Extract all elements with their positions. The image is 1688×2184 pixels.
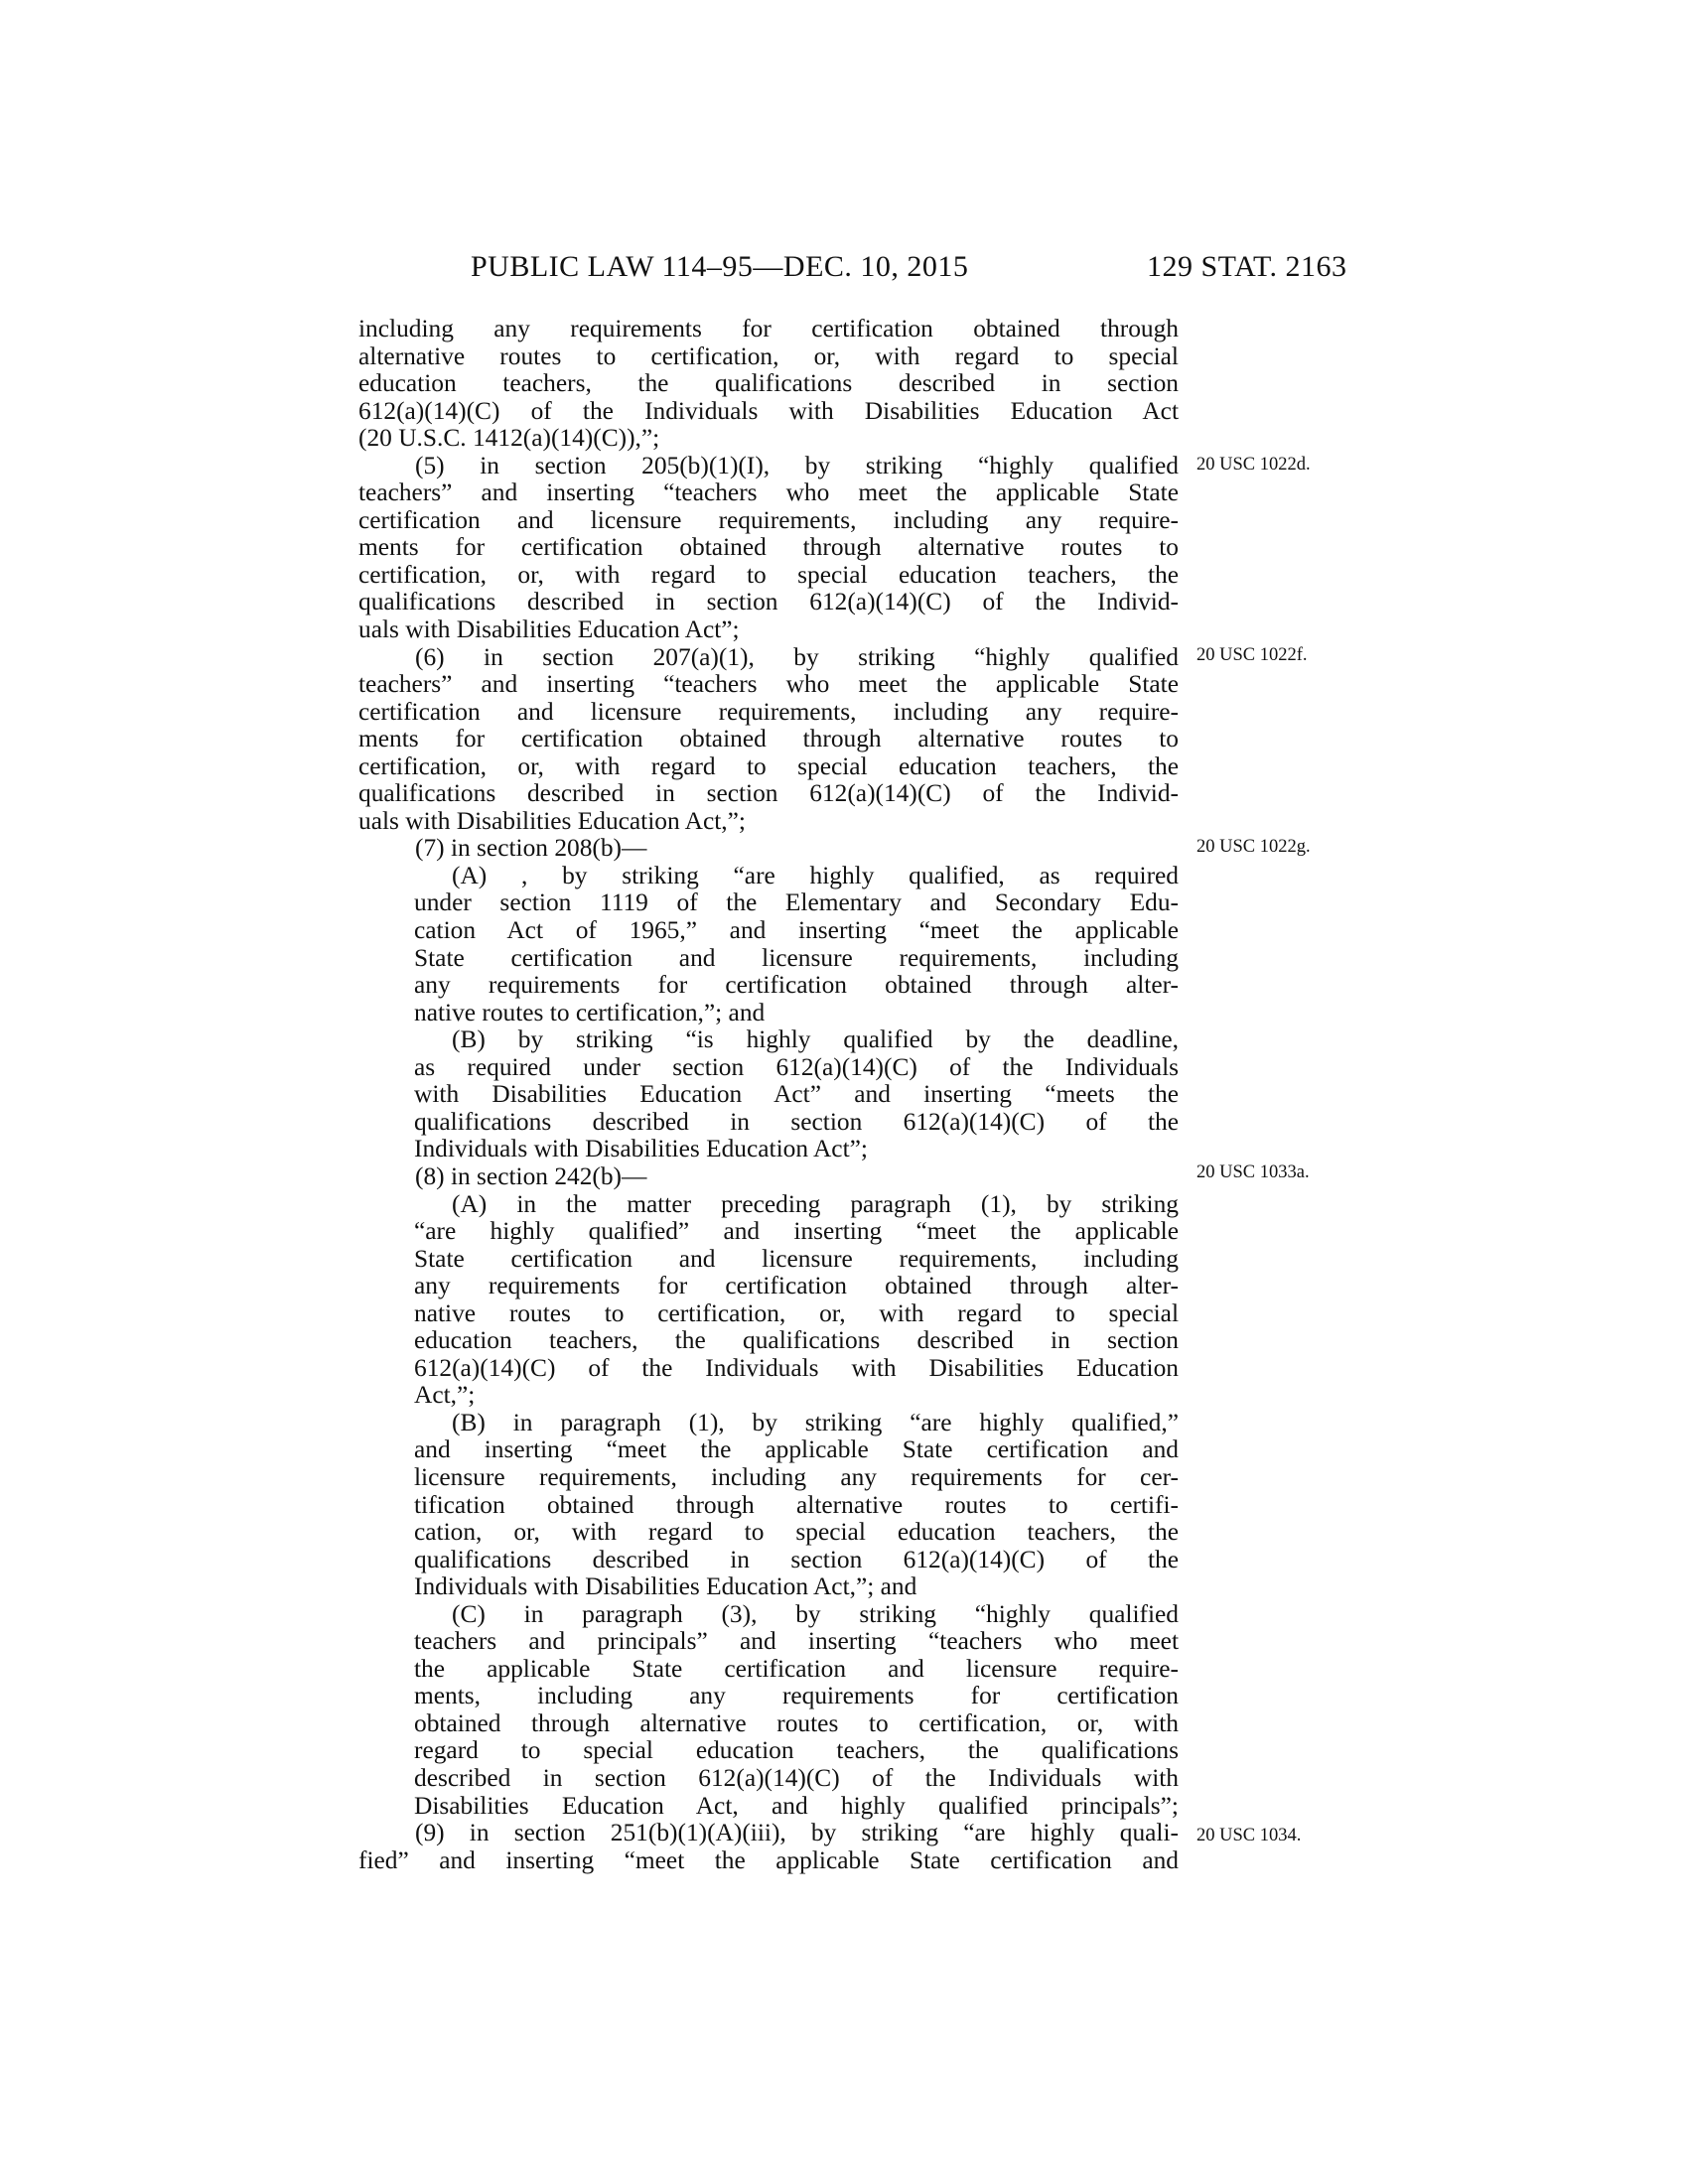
text-line: certification and licensure requirements, including any require-	[358, 697, 1179, 726]
text-line: State certification and licensure requirements, including	[414, 1244, 1179, 1273]
text-line: Disabilities Education Act, and highly qualified principals”;	[414, 1791, 1179, 1820]
text-line: as required under section 612(a)(14)(C) of the Individuals	[414, 1052, 1179, 1081]
text-line: Individuals with Disabilities Education Act”;	[414, 1135, 868, 1163]
text-line: under section 1119 of the Elementary and Secondary Edu-	[414, 888, 1179, 917]
text-line: “are highly qualified” and inserting “meet the applicable	[414, 1217, 1179, 1246]
subparagraph-7b-start: (B) by striking “is highly qualified by the deadline,	[452, 1025, 1179, 1054]
text-line: teachers” and inserting “teachers who meet the applicable State	[358, 670, 1179, 699]
text-line: State certification and licensure requirements, including	[414, 943, 1179, 972]
text-line: qualifications described in section 612(a)(14)(C) of the Individ-	[358, 779, 1179, 808]
text-line: any requirements for certification obtained through alter-	[414, 971, 1179, 1000]
text-line: qualifications described in section 612(a)(14)(C) of the Individ-	[358, 588, 1179, 616]
text-line: certification, or, with regard to special education teachers, the	[358, 560, 1179, 589]
text-line: ments for certification obtained through alternative routes to	[358, 533, 1179, 562]
text-line: 612(a)(14)(C) of the Individuals with Disabilities Education Act	[358, 396, 1179, 425]
text-line: any requirements for certification obtained through alter-	[414, 1272, 1179, 1300]
subparagraph-7a-start: (A) , by striking “are highly qualified, as required	[452, 861, 1179, 889]
text-line: native routes to certification,”; and	[414, 998, 766, 1026]
statute-text-column	[358, 316, 1179, 1874]
paragraph-5-start: (5) in section 205(b)(1)(I), by striking “highly qualified	[415, 451, 1179, 479]
running-header-page-number: 129 STAT. 2163	[1147, 250, 1347, 283]
text-line: ments, including any requirements for certification	[414, 1682, 1179, 1710]
paragraph-8-start: (8) in section 242(b)—	[415, 1161, 647, 1190]
text-line: teachers” and inserting “teachers who meet the applicable State	[358, 478, 1179, 507]
text-line: regard to special education teachers, the qualifications	[414, 1736, 1179, 1765]
text-line: teachers and principals” and inserting “teachers who meet	[414, 1627, 1179, 1656]
margin-note-citation: 20 USC 1022f.	[1196, 645, 1308, 665]
text-line: and inserting “meet the applicable State certification and	[414, 1435, 1179, 1464]
text-line: 612(a)(14)(C) of the Individuals with Disabilities Education	[414, 1353, 1179, 1382]
margin-note-citation: 20 USC 1034.	[1196, 1826, 1302, 1845]
text-line: including any requirements for certification obtained through	[358, 315, 1179, 342]
text-line: education teachers, the qualifications described in section	[358, 369, 1179, 398]
text-line: with Disabilities Education Act” and inserting “meets the	[414, 1080, 1179, 1109]
paragraph-7-start: (7) in section 208(b)—	[415, 834, 647, 863]
text-line: uals with Disabilities Education Act”;	[358, 615, 740, 644]
text-line: tification obtained through alternative routes to certifi-	[414, 1490, 1179, 1519]
text-line: cation Act of 1965,” and inserting “meet the applicable	[414, 916, 1179, 945]
text-line: Individuals with Disabilities Education Act,”; and	[414, 1572, 917, 1601]
text-line: fied” and inserting “meet the applicable State certification and	[358, 1845, 1179, 1874]
subparagraph-8b-start: (B) in paragraph (1), by striking “are highly qualified,”	[452, 1408, 1179, 1436]
running-header-left: PUBLIC LAW 114–95—DEC. 10, 2015	[471, 250, 969, 283]
text-line: education teachers, the qualifications described in section	[414, 1326, 1179, 1355]
text-line: cation, or, with regard to special education teachers, the	[414, 1518, 1179, 1547]
margin-note-citation: 20 USC 1022d.	[1196, 455, 1311, 475]
text-line: uals with Disabilities Education Act,”;	[358, 806, 746, 835]
text-line: native routes to certification, or, with regard to special	[414, 1298, 1179, 1327]
text-line: certification and licensure requirements, including any require-	[358, 505, 1179, 534]
text-line: ments for certification obtained through alternative routes to	[358, 725, 1179, 753]
subparagraph-8a-start: (A) in the matter preceding paragraph (1), by striking	[452, 1189, 1179, 1218]
text-line: the applicable State certification and licensure require-	[414, 1654, 1179, 1683]
paragraph-9-start: (9) in section 251(b)(1)(A)(iii), by striking “are highly quali-	[415, 1819, 1179, 1847]
text-line: licensure requirements, including any requirements for cer-	[414, 1462, 1179, 1491]
subparagraph-8c-start: (C) in paragraph (3), by striking “highly qualified	[452, 1599, 1179, 1628]
text-line: alternative routes to certification, or, with regard to special	[358, 341, 1179, 370]
text-line: obtained through alternative routes to certification, or, with	[414, 1708, 1179, 1737]
margin-note-citation: 20 USC 1022g.	[1196, 837, 1311, 857]
text-line: qualifications described in section 612(a)(14)(C) of the	[414, 1107, 1179, 1136]
margin-note-citation: 20 USC 1033a.	[1196, 1162, 1310, 1182]
text-line: qualifications described in section 612(a)(14)(C) of the	[414, 1545, 1179, 1573]
text-line: certification, or, with regard to special education teachers, the	[358, 751, 1179, 780]
paragraph-6-start: (6) in section 207(a)(1), by striking “highly qualified	[415, 642, 1179, 671]
text-line: (20 U.S.C. 1412(a)(14)(C)),”;	[358, 424, 660, 453]
text-line: described in section 612(a)(14)(C) of the Individuals with	[414, 1763, 1179, 1792]
text-line: Act,”;	[414, 1381, 476, 1410]
